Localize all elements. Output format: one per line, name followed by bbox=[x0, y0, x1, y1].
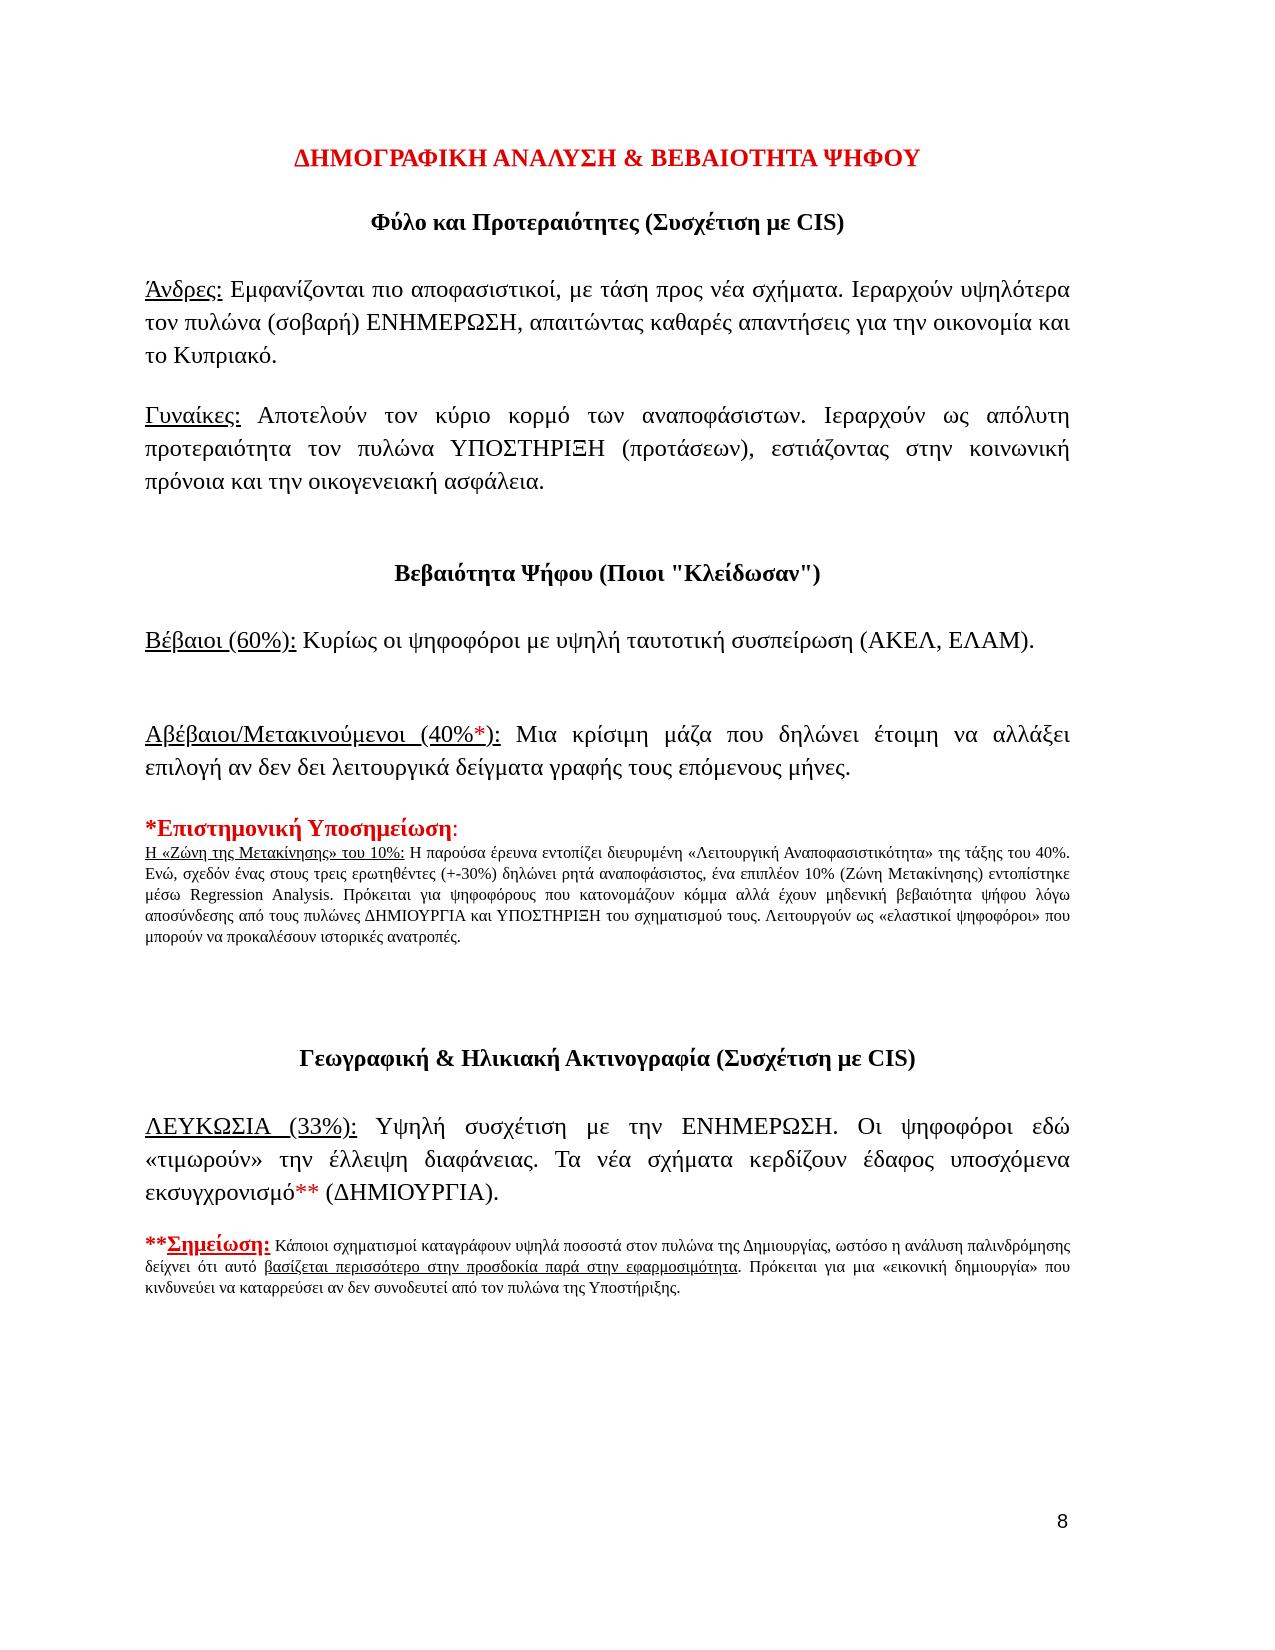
footnote-double-star: ** bbox=[294, 1179, 320, 1206]
text-certain: Κυρίως οι ψηφοφόροι με υψηλή ταυτοτική συσπείρωση (ΑΚΕΛ, ΕΛΑΜ). bbox=[296, 627, 1035, 654]
paragraph-nicosia bbox=[145, 1110, 1070, 1209]
page-number: 8 bbox=[1057, 1511, 1069, 1533]
scientific-footnote-body bbox=[145, 842, 1070, 947]
text-uncertain: Μια κρίσιμη μάζα που δηλώνει έτοιμη να αλλάξει επιλογή αν δεν δει λειτουργικά δείγματα γραφής τους επόμενους μήνες. bbox=[145, 721, 1070, 781]
scientific-footnote-title-text: *Επιστημονική Υποσημείωση bbox=[145, 816, 452, 842]
heading-geographic-age: Γεωγραφική & Ηλικιακή Ακτινογραφία (Συσχέτιση με CIS) bbox=[299, 1046, 916, 1072]
creation-note-label: Σημείωση: bbox=[167, 1231, 271, 1256]
creation-note-text2: . Πρόκειται για μια «εικονική δημιουργία» που κινδυνεύει να καταρρεύσει αν δεν συνοδευτεί από τον πυλώνα της Υποστήριξης. bbox=[145, 1257, 1070, 1297]
scientific-footnote bbox=[145, 816, 1070, 947]
page-title: ΔΗΜΟΓΡΑΦΙΚΗ ΑΝΑΛΥΣΗ & ΒΕΒΑΙΟΤΗΤΑ ΨΗΦΟΥ bbox=[294, 145, 921, 172]
scientific-footnote-text: Η παρούσα έρευνα εντοπίζει διευρυμένη «Λειτουργική Αναποφασιστικότητα» της τάξης του 40%. Ενώ, σχεδόν ένας στους τρεις ερωτηθέντες (+-30%) δηλώνει ρητά αναποφάσιστος, ένα επιπλέον 10% (Ζώνη Μετακίνησης) εντοπίστηκε μέσω Regression Analysis. Πρόκειται για ψηφοφόρους που κατονομάζουν κόμμα αλλά έχουν μηδενική βεβαιότητα ψήφου λόγω αποσύνδεσης από τους πυλώνες ΔΗΜΙΟΥΡΓΙΑ και ΥΠΟΣΤΗΡΙΞΗ του σχηματισμού τους. Λειτουργούν ως «ελαστικοί ψηφοφόροι» που μπορούν να προκαλέσουν ιστορικές ανατροπές. bbox=[145, 843, 1070, 946]
label-nicosia: ΛΕΥΚΩΣΙΑ (33%): bbox=[145, 1113, 358, 1140]
scientific-footnote-colon: : bbox=[451, 816, 459, 842]
creation-note-text1: Κάποιοι σχηματισμοί καταγράφουν υψηλά ποσοστά στον πυλώνα της Δημιουργίας, ωστόσο η ανάλυση παλινδρόμησης δείχνει ότι αυτό bbox=[145, 1236, 1070, 1276]
text-women: Αποτελούν τον κύριο κορμό των αναποφάσιστων. Ιεραρχούν ως απόλυτη προτεραιότητα τον πυλώνα ΥΠΟΣΤΗΡΙΞΗ (προτάσεων), εστιάζοντας στην κοινωνική πρόνοια και την οικογενειακή ασφάλεια. bbox=[145, 402, 1070, 495]
label-men: Άνδρες: bbox=[145, 276, 223, 303]
paragraph-women bbox=[145, 399, 1070, 498]
heading-vote-certainty: Βεβαιότητα Ψήφου (Ποιοι "Κλείδωσαν") bbox=[394, 561, 821, 587]
label-uncertain-end: ): bbox=[485, 721, 501, 748]
footnote-star: * bbox=[473, 721, 486, 748]
creation-note bbox=[145, 1233, 1070, 1298]
label-certain: Βέβαιοι (60%): bbox=[145, 627, 297, 654]
label-uncertain bbox=[145, 721, 501, 748]
text-nicosia-end: (ΔΗΜΙΟΥΡΓΙΑ). bbox=[319, 1179, 500, 1206]
label-uncertain-start: Αβέβαιοι/Μετακινούμενοι (40% bbox=[145, 721, 474, 748]
paragraph-men bbox=[145, 273, 1070, 372]
creation-note-underlined: βασίζεται περισσότερο στην προσδοκία παρά στην εφαρμοσιμότητα bbox=[264, 1257, 738, 1276]
scientific-footnote-title bbox=[145, 816, 1070, 842]
paragraph-certain bbox=[145, 624, 1070, 657]
heading-gender-priorities: Φύλο και Προτεραιότητες (Συσχέτιση με CIS) bbox=[370, 210, 845, 236]
scientific-footnote-lead: Η «Ζώνη της Μετακίνησης» του 10%: bbox=[145, 843, 405, 862]
creation-note-stars: ** bbox=[145, 1231, 167, 1256]
text-nicosia: Υψηλή συσχέτιση με την ΕΝΗΜΕΡΩΣΗ. Οι ψηφοφόροι εδώ «τιμωρούν» την έλλειψη διαφάνειας. Τα νέα σχήματα κερδίζουν έδαφος υποσχόμενα εκσυγχρονισμό bbox=[145, 1113, 1070, 1206]
text-men: Εμφανίζονται πιο αποφασιστικοί, με τάση προς νέα σχήματα. Ιεραρχούν υψηλότερα τον πυλώνα (σοβαρή) ΕΝΗΜΕΡΩΣΗ, απαιτώντας καθαρές απαντήσεις για την οικονομία και το Κυπριακό. bbox=[145, 276, 1070, 369]
label-women: Γυναίκες: bbox=[145, 402, 241, 429]
paragraph-uncertain bbox=[145, 718, 1070, 784]
